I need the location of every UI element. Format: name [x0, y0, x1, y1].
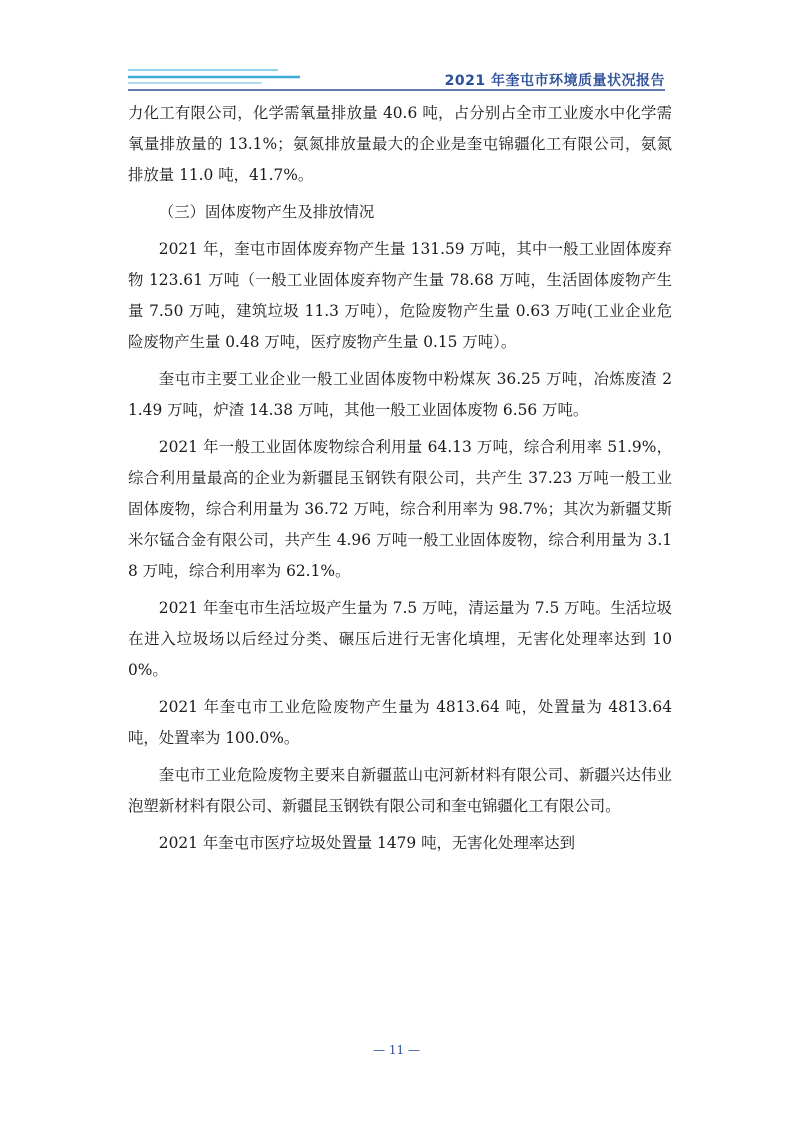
paragraph-5: 2021 年奎屯市生活垃圾产生量为 7.5 万吨，清运量为 7.5 万吨。生活垃圾在进入垃圾场以后经过分类、碾压后进行无害化填埋，无害化处理率达到 100%。: [128, 599, 672, 679]
page-number: — 11 —: [373, 1043, 420, 1057]
paragraph-7: 奎屯市工业危险废物主要来自新疆蓝山屯河新材料有限公司、新疆兴达伟业泡塑新材料有限公司、新疆昆玉钢铁有限公司和奎屯锦疆化工有限公司。: [128, 766, 672, 815]
paragraph-1: 力化工有限公司，化学需氧量排放量 40.6 吨，占分别占全市工业废水中化学需氧量排放量的 13.1%；氨氮排放量最大的企业是奎屯锦疆化工有限公司，氨氮排放量 11.0 吨，41.7%。: [128, 104, 672, 184]
header-decorative-lines: [0, 0, 793, 100]
paragraph-6: 2021 年奎屯市工业危险废物产生量为 4813.64 吨，处置量为 4813.64 吨，处置率为 100.0%。: [128, 698, 672, 747]
report-title: 2021 年奎屯市环境质量状况报告: [444, 73, 665, 89]
page-header: [0, 0, 793, 100]
paragraph-4: 2021 年一般工业固体废物综合利用量 64.13 万吨，综合利用率 51.9%，综合利用量最高的企业为新疆昆玉钢铁有限公司，共产生 37.23 万吨一般工业固体废物，综合利用量为 36.72 万吨，综合利用率为 98.7%；其次为新疆艾斯米尔锰合金有限公司，共产生 4.96 万吨一般工业固体废物，综合利用量为 3.18 万吨，综合利用率为 62.1%。: [128, 438, 672, 580]
section-heading-solid-waste: （三）固体废物产生及排放情况: [158, 203, 375, 221]
paragraph-2: 2021 年，奎屯市固体废弃物产生量 131.59 万吨，其中一般工业固体废弃物 123.61 万吨（一般工业固体废弃物产生量 78.68 万吨，生活固体废物产生量 7.50 万吨，建筑垃圾 11.3 万吨），危险废物产生量 0.63 万吨(工业企业危险废物产生量 0.48 万吨，医疗废物产生量 0.15 万吨）。: [128, 240, 672, 351]
page-body: [128, 98, 672, 865]
paragraph-8: 2021 年奎屯市医疗垃圾处置量 1479 吨，无害化处理率达到: [158, 834, 576, 852]
paragraph-3: 奎屯市主要工业企业一般工业固体废物中粉煤灰 36.25 万吨，冶炼废渣 21.49 万吨，炉渣 14.38 万吨，其他一般工业固体废物 6.56 万吨。: [128, 370, 672, 419]
